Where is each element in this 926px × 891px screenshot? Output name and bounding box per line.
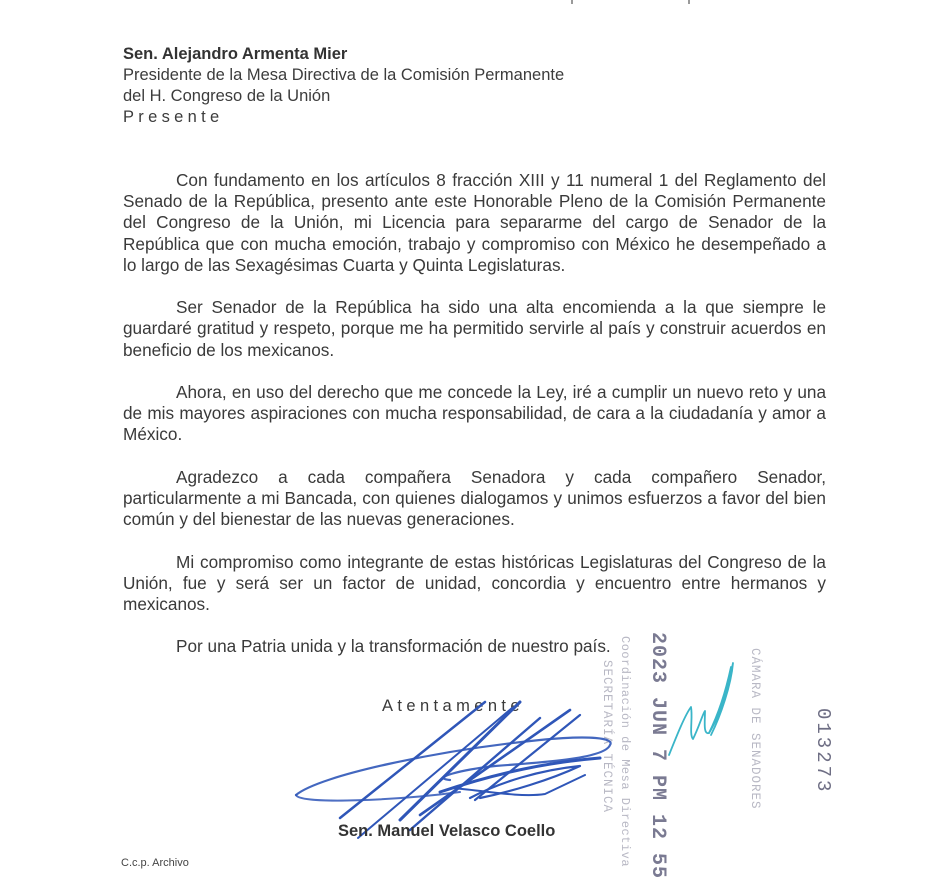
top-edge-marks [0,0,926,6]
salutation: Presente [123,108,224,126]
stamp-coordination: Coordinación de Mesa Directiva [618,636,632,868]
addressee-block [123,44,564,128]
paragraph-gratitude: Ser Senador de la República ha sido una alta encomienda a la que siempre le guardaré gratitud y respeto, porque me ha permitido servirle al país y construir acuerdos en beneficio de los mexicanos. [123,297,826,360]
paragraph-commitment: Mi compromiso como integrante de estas históricas Legislaturas del Congreso de la Unión, fue y será ser un factor de unidad, concordia y encuentro entre hermanos y mexicanos. [123,551,826,614]
letter-body [123,170,826,679]
paragraph-new-challenge: Ahora, en uso del derecho que me concede la Ley, iré a cumplir un nuevo reto y una de mis mayores aspiraciones con mucha responsabilidad, de cara a la ciudadanía y amor a México. [123,382,826,445]
paragraph-legal-basis: Con fundamento en los artículos 8 fracción XIII y 11 numeral 1 del Reglamento del Senado de la República, presento ante este Honorable Pleno de la Comisión Permanente del Congreso de la Unión, mi Licencia para separarme del cargo de Senador de la República que con mucha emoción, trabajo y compromiso con México he desempeñado a lo largo de las Sexagésimas Cuarta y Quinta Legislaturas. [123,170,826,275]
signer-name: Sen. Manuel Velasco Coello [338,822,556,840]
paragraph-thanks-colleagues: Agradezco a cada compañera Senadora y cada compañero Senador, particularmente a mi Bancada, con quienes dialogamos y unimos esfuerzos a favor del bien común y del bienestar de las nuevas generaciones. [123,466,826,530]
stamp-secretariat: SECRETARÍA TÉCNICA [600,660,614,814]
closing-salutation: Atentamente [382,697,524,715]
addressee-title-line1: Presidente de la Mesa Directiva de la Comisión Permanente [123,66,565,84]
stamp-reception-date: 2023 JUN 7 PM 12 55 [646,632,669,880]
paragraph-closing-line: Por una Patria unida y la transformación de nuestro país. [176,636,611,657]
folio-number: 013273 [812,708,834,795]
addressee-title-line2: del H. Congreso de la Unión [123,87,331,105]
stamp-chamber: CÁMARA DE SENADORES [748,648,762,810]
scan-mark [688,0,690,4]
scan-mark [571,0,573,4]
addressee-name: Sen. Alejandro Armenta Mier [123,45,348,63]
carbon-copy-note: C.c.p. Archivo [121,857,189,869]
